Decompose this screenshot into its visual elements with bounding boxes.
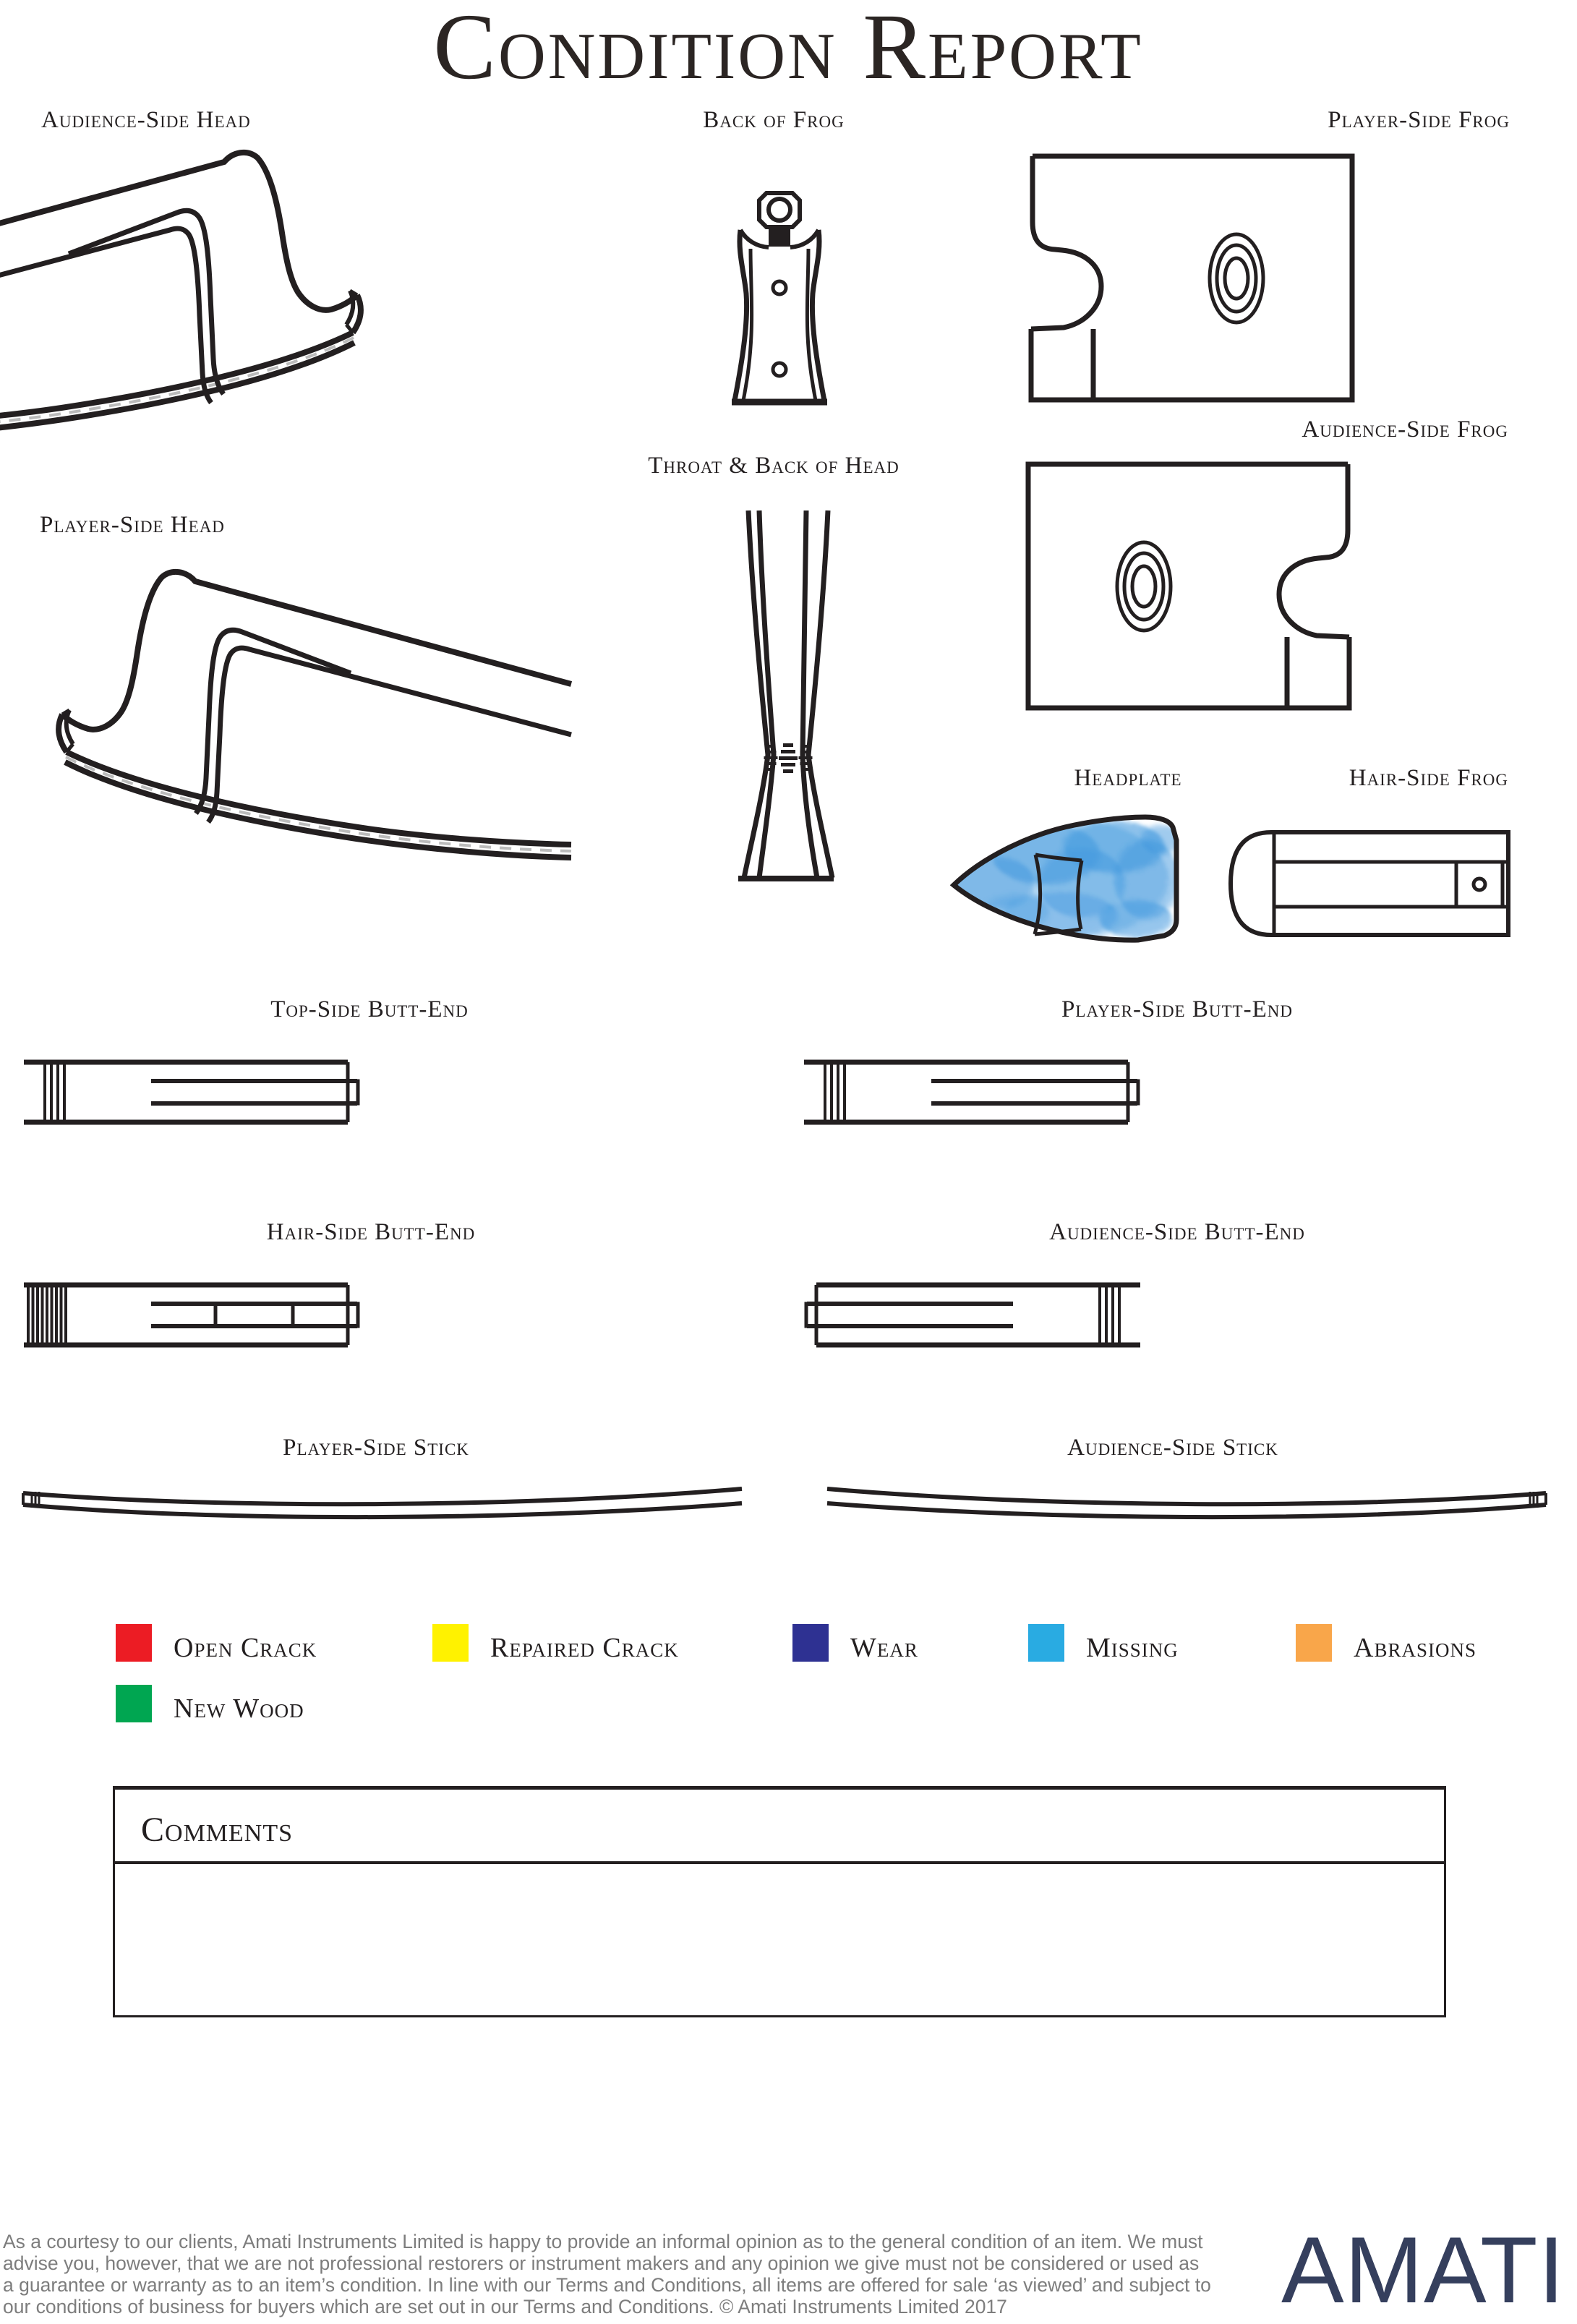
amati-logo: AMATI bbox=[1281, 2217, 1565, 2323]
disclaimer-line: our conditions of business for buyers which are set out in our Terms and Conditions. © Amati Instruments Limited 2017 bbox=[3, 2296, 1007, 2317]
label-audience-side-frog: Audience-Side Frog bbox=[1302, 416, 1508, 443]
hair-side-butt-end-drawing bbox=[24, 1281, 360, 1348]
eyelet-upper bbox=[773, 281, 786, 294]
disclaimer-line: advise you, however, that we are not professional restorers or instrument makers and any opinion we give must not be considered or used as bbox=[3, 2252, 1200, 2274]
legend-label: Missing bbox=[1086, 1633, 1179, 1663]
eyelet-lower bbox=[773, 363, 786, 376]
player-side-butt-end-drawing bbox=[804, 1059, 1140, 1125]
legend-item-wear bbox=[792, 1624, 918, 1662]
horn-right bbox=[790, 230, 819, 247]
throat-back-of-head-drawing bbox=[727, 509, 835, 881]
outer-right-line bbox=[808, 510, 832, 878]
wear-swatch bbox=[792, 1624, 829, 1662]
body-outer-left bbox=[735, 230, 747, 401]
missing-swatch bbox=[1028, 1624, 1064, 1662]
label-player-side-frog: Player-Side Frog bbox=[1328, 107, 1510, 133]
player-side-frog-drawing bbox=[1030, 153, 1355, 403]
legend-label: Wear bbox=[850, 1633, 918, 1663]
abrasions-swatch bbox=[1296, 1624, 1332, 1662]
disclaimer-line: As a courtesy to our clients, Amati Instruments Limited is happy to provide an informal opinion as to the general condition of an item. We must bbox=[3, 2231, 1203, 2252]
comments-title: Comments bbox=[141, 1811, 294, 1849]
disclaimer-line: a guarantee or warranty as to an item’s condition. In line with our Terms and Conditions, all items are offered for sale ‘as viewed’ and subject to bbox=[3, 2274, 1211, 2296]
legend-item-repaired-crack bbox=[432, 1624, 679, 1662]
legend-label: Repaired Crack bbox=[490, 1633, 679, 1663]
comments-box bbox=[113, 1786, 1446, 2017]
player-side-stick-drawing bbox=[17, 1484, 748, 1517]
label-audience-side-butt-end: Audience-Side Butt-End bbox=[1049, 1219, 1305, 1245]
screw-shank bbox=[769, 227, 790, 247]
legend-label: Open Crack bbox=[174, 1633, 317, 1663]
label-audience-side-head: Audience-Side Head bbox=[41, 107, 251, 133]
comments-input-area bbox=[115, 1864, 1444, 2016]
new-wood-swatch bbox=[116, 1685, 152, 1722]
label-throat-back-of-head: Throat & Back of Head bbox=[648, 453, 899, 479]
body-outer-right bbox=[812, 230, 824, 401]
label-hair-side-frog: Hair-Side Frog bbox=[1349, 765, 1508, 791]
legend-item-missing bbox=[1028, 1624, 1179, 1662]
label-back-of-frog: Back of Frog bbox=[703, 107, 845, 133]
hair-side-frog-drawing bbox=[1225, 830, 1513, 937]
label-player-side-butt-end: Player-Side Butt-End bbox=[1061, 996, 1293, 1022]
page-title: Condition Report bbox=[433, 0, 1143, 99]
audience-side-head-drawing bbox=[22, 142, 376, 438]
label-player-side-stick: Player-Side Stick bbox=[283, 1435, 469, 1461]
audience-side-butt-end-drawing bbox=[804, 1281, 1140, 1348]
open-crack-swatch bbox=[116, 1624, 152, 1662]
label-headplate: Headplate bbox=[1074, 765, 1182, 791]
disclaimer bbox=[3, 2231, 1304, 2317]
audience-side-frog-drawing bbox=[1025, 461, 1351, 711]
legend-item-open-crack bbox=[116, 1624, 317, 1662]
legend-label: Abrasions bbox=[1354, 1633, 1476, 1663]
audience-side-stick-drawing bbox=[821, 1484, 1552, 1517]
player-side-head-drawing bbox=[22, 561, 571, 858]
label-hair-side-butt-end: Hair-Side Butt-End bbox=[266, 1219, 476, 1245]
headplate-marking bbox=[952, 818, 1181, 941]
legend-item-new-wood bbox=[116, 1685, 304, 1722]
legend-item-abrasions bbox=[1296, 1624, 1476, 1662]
button-circle bbox=[769, 199, 790, 221]
headplate-drawing bbox=[952, 814, 1186, 943]
back-of-frog-drawing bbox=[729, 191, 830, 405]
label-player-side-head: Player-Side Head bbox=[40, 512, 225, 538]
repaired-crack-swatch bbox=[432, 1624, 469, 1662]
screw-eye bbox=[1474, 879, 1485, 890]
label-audience-side-stick: Audience-Side Stick bbox=[1067, 1435, 1278, 1461]
label-top-side-butt-end: Top-Side Butt-End bbox=[270, 996, 469, 1022]
top-side-butt-end-drawing bbox=[24, 1059, 360, 1125]
comments-header bbox=[115, 1790, 1444, 1864]
legend-label: New Wood bbox=[174, 1693, 304, 1724]
horn-left bbox=[740, 230, 769, 247]
